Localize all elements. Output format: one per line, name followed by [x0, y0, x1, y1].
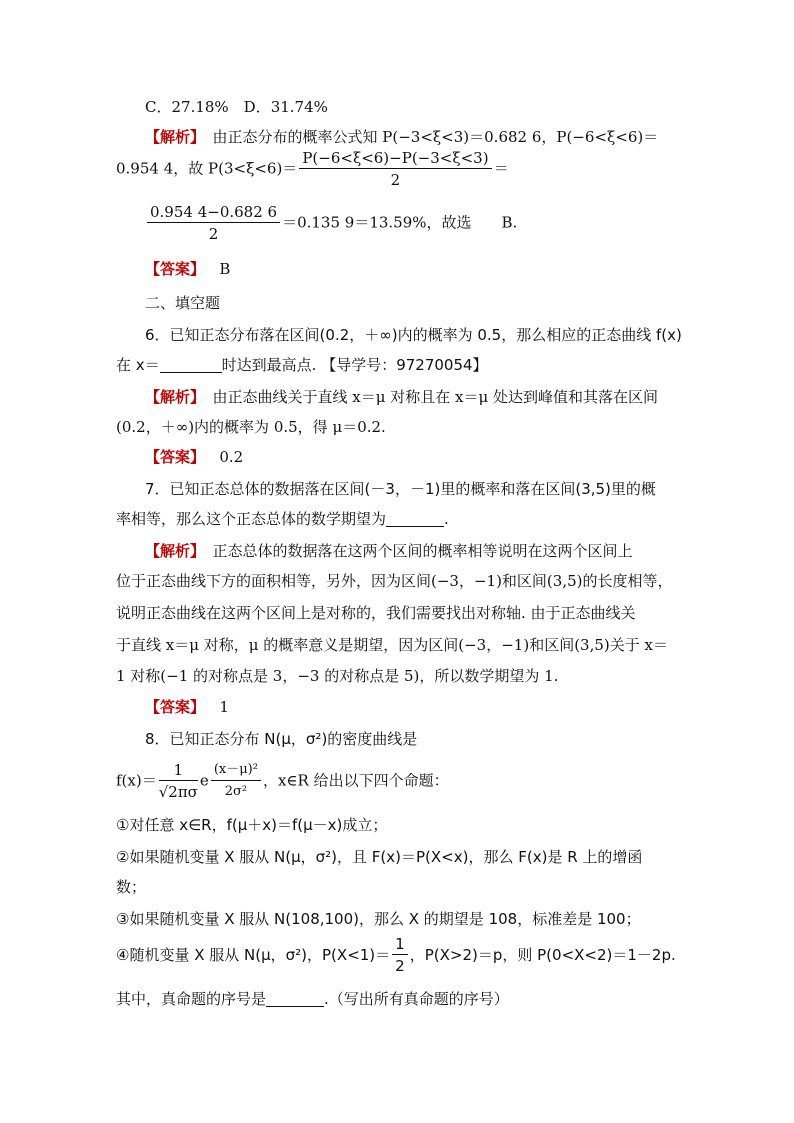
p4-text-b: ，P(X>2)＝p，则 P(0<X<2)＝1－2p.: [409, 946, 676, 964]
fraction-denominator: 2: [208, 225, 219, 243]
q6-stem-line1: 6．已知正态分布落在区间(0.2，＋∞)内的概率为 0.5，那么相应的正态曲线 f(x): [145, 326, 682, 344]
q8-density-formula: [116, 760, 449, 803]
q6-analysis-text1: 由正态曲线关于直线 x＝μ 对称且在 x＝μ 处达到峰值和其落在区间: [197, 388, 659, 406]
answer-blank: [160, 356, 222, 373]
q7-answer-value: 1: [219, 698, 229, 716]
q7-analysis-line4: 于直线 x＝μ 对称，μ 的概率意义是期望，因为区间(−3，−1)和区间(3,5)关于 x＝: [116, 636, 668, 654]
answer-tag: 【答案】: [145, 698, 206, 716]
fraction-numerator: (x－μ)²: [211, 760, 261, 781]
p4-fraction: [392, 934, 408, 977]
fraction-denominator: 2: [390, 171, 401, 189]
q7-answer-line: [145, 696, 229, 718]
answer-tag: 【答案】: [145, 448, 206, 466]
q8-stem-line1: 8．已知正态分布 N(μ，σ²)的密度曲线是: [145, 730, 418, 748]
q6-answer-value: 0.2: [219, 448, 244, 466]
q6-stem-text-b: 时达到最高点. 【导学号：97270054】: [221, 356, 488, 374]
q7-analysis-text1: 正态总体的数据落在这两个区间的概率相等说明在这两个区间上: [197, 542, 633, 560]
fraction-denominator: √2πσ: [158, 783, 198, 801]
q7-stem-text-b: .: [444, 510, 449, 528]
q8-proposition-2-line1: ②如果随机变量 X 服从 N(μ，σ²)，且 F(x)＝P(X<x)，那么 F(x)是 R 上的增函: [116, 848, 643, 866]
analysis-tag: 【解析】: [145, 128, 198, 146]
fraction-numerator: P(−6<ξ<6)−P(−3<ξ<3): [299, 148, 491, 169]
formula-exponent-fraction: [211, 760, 261, 803]
answer-blank: [386, 510, 444, 527]
answer-blank: [266, 990, 324, 1007]
q6-analysis-line1: [145, 386, 658, 408]
q5-fraction-1: [299, 148, 491, 191]
formula-e: e: [199, 771, 209, 790]
q7-stem-line1: 7．已知正态总体的数据落在区间(－3，－1)里的概率和落在区间(3,5)里的概: [145, 480, 656, 498]
formula-fraction-1: [159, 760, 198, 803]
q5-analysis-line2: [116, 148, 509, 191]
fraction-numerator: 1: [159, 760, 198, 781]
q7-analysis-line2: 位于正态曲线下方的面积相等，另外，因为区间(−3，−1)和区间(3,5)的长度相等，: [116, 572, 673, 590]
analysis-tag: 【解析】: [145, 388, 198, 406]
formula-lhs: f(x)＝: [116, 771, 157, 790]
p4-text-a: ④随机变量 X 服从 N(μ，σ²)，P(X<1)＝: [116, 946, 391, 964]
q8-proposition-2-line2: 数；: [116, 878, 147, 896]
q5-fraction-2: [147, 202, 280, 245]
q5-equals: ＝: [493, 159, 509, 178]
q8-proposition-3: ③如果随机变量 X 服从 N(108,100)，那么 X 的期望是 108，标准差是 100；: [116, 910, 641, 928]
q5-answer-line: [145, 258, 230, 280]
q5-answer-value: B: [219, 260, 231, 278]
q7-stem-line2: [116, 508, 449, 530]
fraction-denominator: 2: [395, 957, 405, 975]
q5-analysis-result: ＝0.135 9＝13.59%，故选 B.: [282, 213, 518, 232]
answer-tag: 【答案】: [145, 260, 206, 278]
q6-answer-line: [145, 446, 243, 468]
fraction-numerator: 0.954 4−0.682 6: [147, 202, 280, 223]
q7-analysis-line5: 1 对称(−1 的对称点是 3，−3 的对称点是 5)，所以数学期望为 1.: [116, 667, 559, 685]
q6-stem-text-a: 在 x＝: [116, 356, 160, 374]
q5-analysis-line1: [145, 126, 658, 148]
q7-stem-text-a: 率相等，那么这个正态总体的数学期望为: [116, 510, 387, 528]
q5-analysis-text1: 由正态分布的概率公式知 P(−3<ξ<3)＝0.682 6，P(−6<ξ<6)＝: [197, 128, 659, 146]
analysis-tag: 【解析】: [145, 542, 198, 560]
q7-analysis-line1: [145, 540, 633, 562]
section-heading: 二、填空题: [145, 294, 221, 312]
q5-analysis-line3: [145, 202, 517, 245]
q5-options-cd: C．27.18% D．31.74%: [145, 98, 328, 116]
q7-analysis-line3: 说明正态曲线在这两个区间上是对称的，我们需要找出对称轴. 由于正态曲线关: [116, 604, 636, 622]
formula-rhs: ，x∈R 给出以下四个命题：: [262, 771, 449, 790]
q8-proposition-1: ①对任意 x∈R，f(μ＋x)＝f(μ－x)成立；: [116, 816, 388, 834]
q8-final-text-b: .（写出所有真命题的序号）: [324, 990, 509, 1008]
q8-final-text-a: 其中，真命题的序号是: [116, 990, 267, 1008]
q8-proposition-4: [116, 934, 676, 977]
q6-analysis-line2: (0.2，＋∞)内的概率为 0.5，得 μ＝0.2.: [116, 418, 386, 436]
fraction-numerator: 1: [392, 934, 408, 955]
fraction-denominator: 2σ²: [224, 784, 248, 799]
q6-stem-line2: [116, 354, 488, 376]
q8-final-line: [116, 988, 509, 1010]
q5-analysis-text2: 0.954 4，故 P(3<ξ<6)＝: [116, 159, 298, 178]
